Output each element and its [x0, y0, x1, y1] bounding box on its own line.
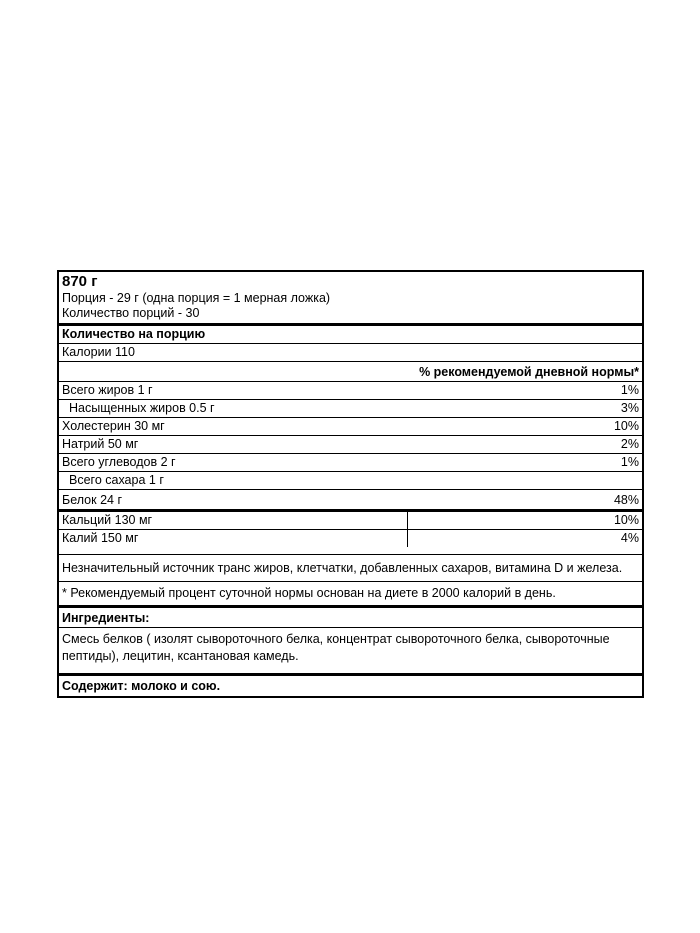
nutrient-row	[59, 435, 642, 453]
nutrient-name: Всего сахара 1 г	[69, 473, 164, 487]
nutrient-dv: 10%	[613, 419, 639, 433]
nutrient-row	[59, 453, 642, 471]
nutrient-dv: 2%	[620, 437, 639, 451]
insignificant-sources-note: Незначительный источник транс жиров, клетчатки, добавленных сахаров, витамина D и железа.	[59, 554, 642, 581]
package-weight: 870 г	[62, 273, 98, 290]
mineral-dv: 10%	[613, 513, 639, 527]
mineral-row	[59, 529, 642, 547]
nutrient-name: Насыщенных жиров 0.5 г	[69, 401, 215, 415]
ingredients-text: Смесь белков ( изолят сывороточного белка, концентрат сывороточного белка, сывороточные пептиды), лецитин, ксантановая камедь.	[59, 627, 642, 673]
nutrient-row	[59, 399, 642, 417]
nutrient-row	[59, 381, 642, 399]
nutrient-row	[59, 417, 642, 435]
nutrient-name: Всего жиров 1 г	[62, 383, 153, 397]
servings-per-container: Количество порций - 30	[62, 306, 200, 320]
daily-value-footnote: * Рекомендуемый процент суточной нормы основан на диете в 2000 калорий в день.	[59, 581, 642, 605]
mineral-name: Калий 150 мг	[59, 530, 408, 547]
nutrient-dv: 1%	[620, 383, 639, 397]
nutrient-dv: 48%	[613, 493, 639, 507]
mineral-spacer	[59, 547, 642, 554]
mineral-name: Кальций 130 мг	[59, 512, 408, 529]
mineral-dv: 4%	[620, 531, 639, 545]
nutrient-row	[59, 489, 642, 509]
nutrient-name: Белок 24 г	[62, 493, 123, 507]
nutrient-name: Холестерин 30 мг	[62, 419, 165, 433]
daily-value-header: % рекомендуемой дневной нормы*	[59, 361, 642, 381]
nutrient-name: Натрий 50 мг	[62, 437, 139, 451]
ingredients-title: Ингредиенты:	[59, 605, 642, 627]
nutrient-dv: 3%	[620, 401, 639, 415]
nutrition-facts-label	[57, 270, 644, 698]
nutrient-name: Всего углеводов 2 г	[62, 455, 176, 469]
nutrient-row	[59, 471, 642, 489]
calories-row: Калории 110	[59, 343, 642, 361]
amount-per-serving-header: Количество на порцию	[59, 323, 642, 343]
nutrient-dv: 1%	[620, 455, 639, 469]
serving-size: Порция - 29 г (одна порция = 1 мерная ложка)	[62, 291, 331, 305]
allergens-statement: Содержит: молоко и сою.	[59, 673, 642, 696]
mineral-row	[59, 509, 642, 529]
